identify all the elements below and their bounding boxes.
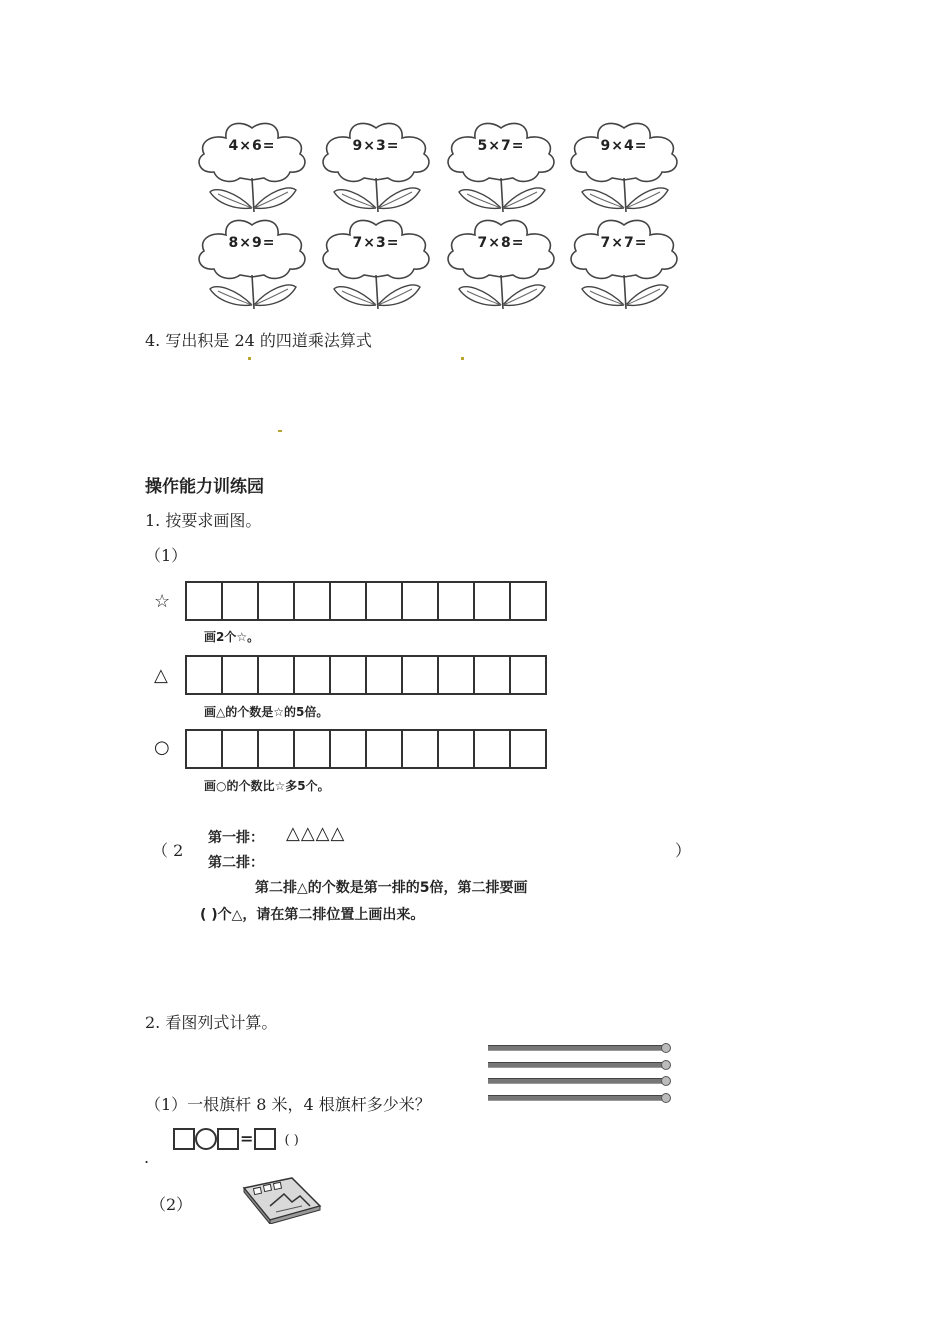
instruction-line-1: 第二排△的个数是第一排的5倍，第二排要画: [255, 880, 528, 896]
flower-icon: [196, 217, 308, 313]
grid-cell[interactable]: [293, 655, 331, 695]
grid-cell[interactable]: [473, 729, 511, 769]
grid-cell[interactable]: [257, 655, 295, 695]
row-1-label: 第一排：: [208, 830, 264, 846]
flower-icon: [445, 120, 557, 216]
flower-icon: [320, 217, 432, 313]
part-2-label: （ 2: [152, 841, 184, 860]
grid-cell[interactable]: [329, 729, 367, 769]
grid-cell[interactable]: [221, 581, 259, 621]
multiplication-expression: 4×6=: [228, 138, 276, 154]
flower-icon: [196, 120, 308, 216]
multiplication-expression: 7×7=: [600, 235, 648, 251]
flower-icon: [445, 217, 557, 313]
multiplication-expression: 9×4=: [600, 138, 648, 154]
question-2-title: 2. 看图列式计算。: [145, 1013, 278, 1032]
multiplication-expression: 7×8=: [477, 235, 525, 251]
question-2-part-2: （2）: [150, 1195, 193, 1214]
section-title: 操作能力训练园: [145, 477, 264, 497]
answer-box[interactable]: [217, 1128, 239, 1150]
grid-cell[interactable]: [509, 655, 547, 695]
grid-cell[interactable]: [473, 655, 511, 695]
grid-cell[interactable]: [185, 581, 223, 621]
grid-row-circle[interactable]: [185, 729, 547, 769]
part-1-label: （1）: [145, 546, 188, 565]
row-caption: 画○的个数比☆多5个。: [204, 779, 330, 793]
flagpole: [488, 1095, 666, 1101]
flagpole: [488, 1045, 666, 1051]
flower-problem: [196, 217, 308, 313]
flower-problem: [196, 120, 308, 216]
flower-problem: [445, 120, 557, 216]
grid-cell[interactable]: [365, 581, 403, 621]
grid-cell[interactable]: [221, 655, 259, 695]
answer-box[interactable]: [254, 1128, 276, 1150]
flower-problem: [568, 217, 680, 313]
row-caption: 画2个☆。: [204, 630, 260, 644]
grid-cell[interactable]: [185, 729, 223, 769]
triangle-icon: △: [154, 665, 168, 686]
flower-icon: [568, 120, 680, 216]
dot-mark: .: [144, 1148, 150, 1167]
flower-icon: [568, 217, 680, 313]
grid-row-star[interactable]: [185, 581, 547, 621]
grid-cell[interactable]: [473, 581, 511, 621]
operator-circle[interactable]: [195, 1128, 217, 1150]
question-1-title: 1. 按要求画图。: [145, 511, 262, 530]
flagpole: [488, 1078, 666, 1084]
grid-cell[interactable]: [329, 581, 367, 621]
book-picture: [240, 1176, 322, 1224]
question-2-part-1: （1）一根旗杆 8 米，4 根旗杆多少米？: [145, 1095, 431, 1114]
mark-dot: [278, 430, 282, 432]
question-4: 4. 写出积是 24 的四道乘法算式: [145, 331, 372, 350]
grid-cell[interactable]: [257, 729, 295, 769]
grid-cell[interactable]: [329, 655, 367, 695]
flower-problem: [320, 120, 432, 216]
grid-cell[interactable]: [185, 655, 223, 695]
grid-cell[interactable]: [437, 729, 475, 769]
grid-cell[interactable]: [257, 581, 295, 621]
grid-cell[interactable]: [293, 581, 331, 621]
flower-problem: [445, 217, 557, 313]
grid-cell[interactable]: [365, 655, 403, 695]
grid-cell[interactable]: [509, 729, 547, 769]
unit-blank[interactable]: ( ): [284, 1132, 299, 1148]
multiplication-expression: 8×9=: [228, 235, 276, 251]
circle-icon: ○: [154, 737, 170, 758]
row-caption: 画△的个数是☆的5倍。: [204, 705, 329, 719]
star-icon: ☆: [154, 591, 171, 612]
instruction-line-2: ( )个△，请在第二排位置上画出来。: [200, 907, 425, 923]
formula: = ( ): [173, 1128, 299, 1150]
mark-dot: [248, 357, 251, 360]
grid-cell[interactable]: [221, 729, 259, 769]
grid-row-triangle[interactable]: [185, 655, 547, 695]
flower-problem: [568, 120, 680, 216]
multiplication-expression: 7×3=: [352, 235, 400, 251]
multiplication-expression: 9×3=: [352, 138, 400, 154]
grid-cell[interactable]: [401, 655, 439, 695]
answer-box[interactable]: [173, 1128, 195, 1150]
row-2-label: 第二排：: [208, 855, 264, 871]
row-1-triangles: △△△△: [286, 823, 346, 844]
grid-cell[interactable]: [401, 581, 439, 621]
mark-dot: [461, 357, 464, 360]
flower-problem: [320, 217, 432, 313]
grid-cell[interactable]: [293, 729, 331, 769]
grid-cell[interactable]: [437, 581, 475, 621]
multiplication-expression: 5×7=: [477, 138, 525, 154]
grid-cell[interactable]: [401, 729, 439, 769]
grid-cell[interactable]: [437, 655, 475, 695]
grid-cell[interactable]: [365, 729, 403, 769]
grid-cell[interactable]: [509, 581, 547, 621]
part-2-close: ）: [675, 841, 692, 860]
flagpole: [488, 1062, 666, 1068]
flower-icon: [320, 120, 432, 216]
